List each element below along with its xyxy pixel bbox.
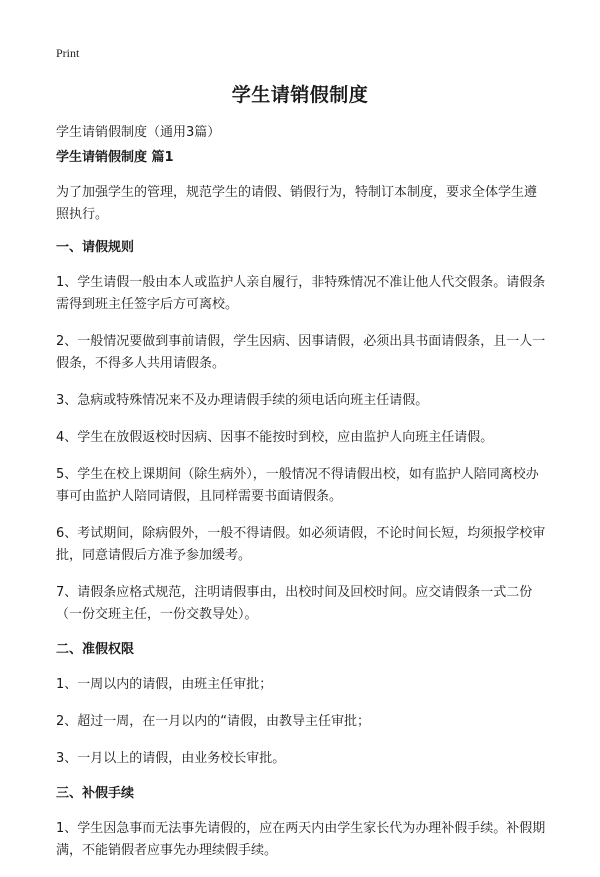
part-title: 学生请销假制度 篇1 xyxy=(56,150,174,165)
document-subtitle: 学生请销假制度（通用3篇） xyxy=(56,125,221,140)
print-link[interactable]: Print xyxy=(56,46,80,60)
rule-paragraph: 6、考试期间，除病假外，一般不得请假。如必须请假，不论时间长短，均须报学校审批，同意请假后方准予参加缓考。 xyxy=(56,526,546,563)
rule-paragraph: 3、急病或特殊情况来不及办理请假手续的须电话向班主任请假。 xyxy=(56,393,429,408)
section-heading-makeup-leave: 三、补假手续 xyxy=(56,786,135,801)
page-title: 学生请销假制度 xyxy=(231,84,369,106)
section-heading-approval-authority: 二、准假权限 xyxy=(56,642,135,657)
section-heading-leave-rules: 一、请假规则 xyxy=(56,240,135,255)
rule-paragraph: 7、请假条应格式规范，注明请假事由，出校时间及回校时间。应交请假条一式二份（一份交班主任，一份交教导处）。 xyxy=(56,585,533,622)
document-body xyxy=(56,149,548,877)
authority-paragraph: 1、一周以内的请假，由班主任审批； xyxy=(56,677,273,692)
authority-paragraph: 3、一月以上的请假，由业务校长审批。 xyxy=(56,751,286,766)
rule-paragraph: 2、一般情况要做到事前请假，学生因病、因事请假，必须出具书面请假条，且一人一假条，不得多人共用请假条。 xyxy=(56,334,546,371)
makeup-paragraph: 1、学生因急事而无法事先请假的，应在两天内由学生家长代为办理补假手续。补假期满，不能销假者应事先办理续假手续。 xyxy=(56,821,546,858)
rule-paragraph: 4、学生在放假返校时因病、因事不能按时到校，应由监护人向班主任请假。 xyxy=(56,430,494,445)
authority-paragraph: 2、超过一周，在一月以内的“请假，由教导主任审批； xyxy=(56,714,371,729)
rule-paragraph: 5、学生在校上课期间（除生病外），一般情况不得请假出校，如有监护人陪同离校办事可由监护人陪同请假，且同样需要书面请假条。 xyxy=(56,467,539,504)
intro-paragraph: 为了加强学生的管理，规范学生的请假、销假行为，特制订本制度，要求全体学生遵照执行。 xyxy=(56,185,538,222)
rule-paragraph: 1、学生请假一般由本人或监护人亲自履行，非特殊情况不准让他人代交假条。请假条需得到班主任签字后方可离校。 xyxy=(56,275,546,312)
